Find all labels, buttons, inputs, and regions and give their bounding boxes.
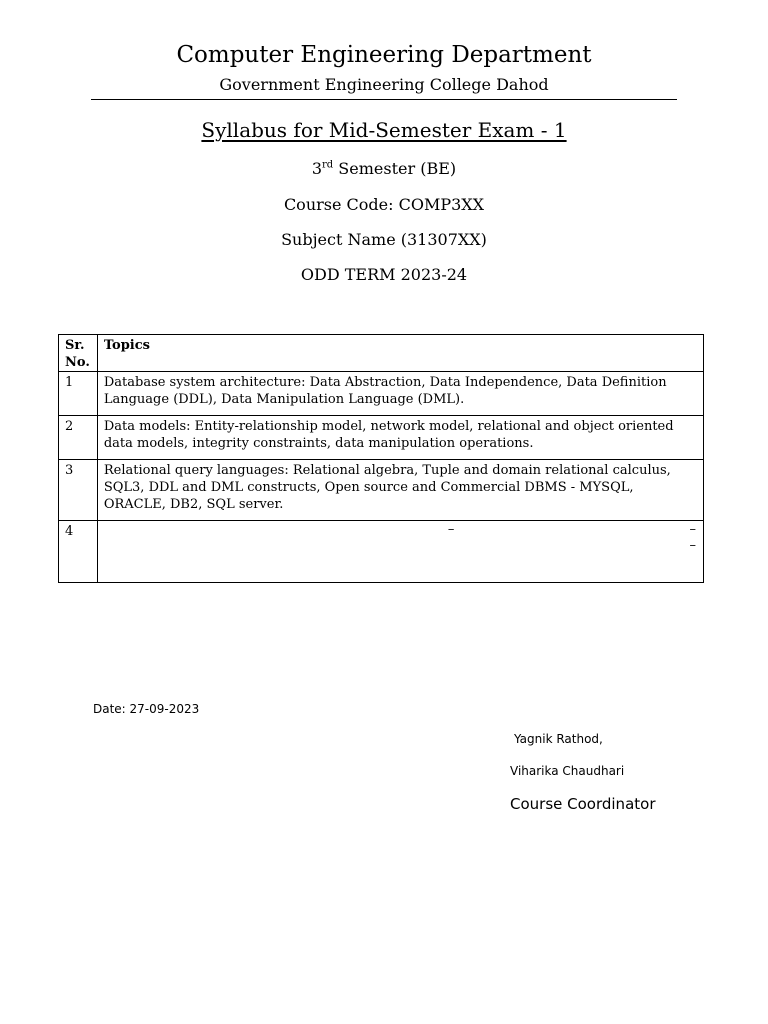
signatory-name: Viharika Chaudhari bbox=[510, 764, 625, 778]
row-topic: Database system architecture: Data Abstraction, Data Independence, Data Definition Language (DDL), Data Manipulation Language (DML). bbox=[97, 372, 703, 416]
topic-dash: – bbox=[689, 522, 696, 537]
row-sr-number: 4 bbox=[59, 521, 98, 583]
subject-name: Subject Name (31307XX) bbox=[281, 230, 487, 249]
college-name: Government Engineering College Dahod bbox=[219, 75, 549, 94]
row-topic: Data models: Entity-relationship model, network model, relational and object oriented data models, integrity constraints, data manipulation operations. bbox=[97, 416, 703, 460]
table-header-row bbox=[59, 335, 704, 372]
topic-dash: – bbox=[689, 538, 696, 553]
exam-title: Syllabus for Mid-Semester Exam - 1 bbox=[201, 118, 567, 142]
header-sr-no: Sr. No. bbox=[59, 335, 98, 372]
table-row bbox=[59, 521, 704, 583]
table-row bbox=[59, 460, 704, 521]
course-code: Course Code: COMP3XX bbox=[283, 195, 485, 214]
row-topic: Relational query languages: Relational algebra, Tuple and domain relational calculus, SQL3, DDL and DML constructs, Open source and Commercial DBMS - MYSQL, ORACLE, DB2, SQL server. bbox=[97, 460, 703, 521]
academic-term: ODD TERM 2023-24 bbox=[300, 265, 468, 284]
row-sr-number: 2 bbox=[59, 416, 98, 460]
table-row bbox=[59, 372, 704, 416]
semester-number: 3 bbox=[311, 159, 323, 178]
row-sr-number: 1 bbox=[59, 372, 98, 416]
topic-dash: – bbox=[447, 522, 455, 537]
issue-date: Date: 27-09-2023 bbox=[93, 702, 200, 716]
department-title: Computer Engineering Department bbox=[176, 42, 592, 68]
signatory-role: Course Coordinator bbox=[510, 795, 656, 813]
row-topic bbox=[97, 521, 703, 583]
empty-topic-content bbox=[104, 523, 696, 573]
semester-suffix: rd bbox=[322, 159, 334, 171]
syllabus-table bbox=[58, 334, 704, 583]
semester-text: Semester (BE) bbox=[333, 159, 457, 178]
signatory-name: Yagnik Rathod, bbox=[514, 732, 603, 746]
table-row bbox=[59, 416, 704, 460]
semester-line bbox=[0, 159, 768, 178]
header-topics: Topics bbox=[97, 335, 703, 372]
row-sr-number: 3 bbox=[59, 460, 98, 521]
header-divider bbox=[91, 99, 677, 100]
